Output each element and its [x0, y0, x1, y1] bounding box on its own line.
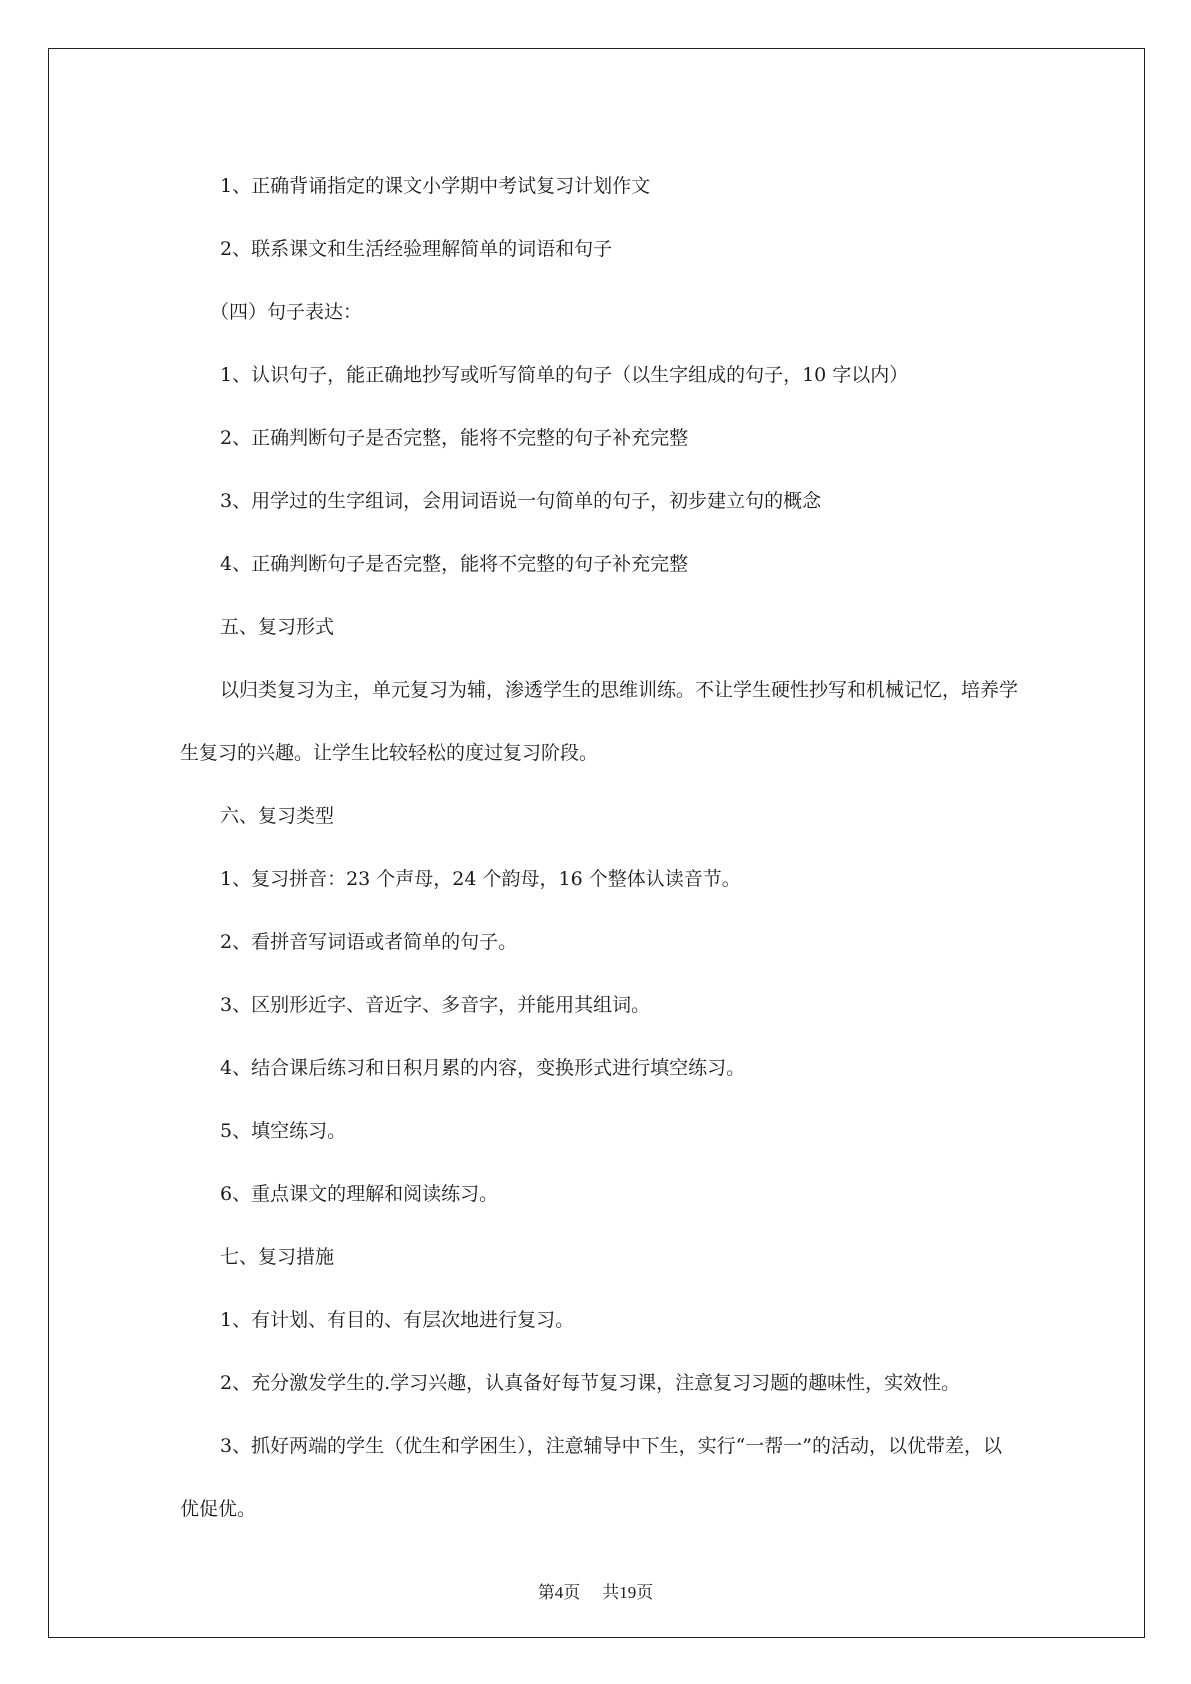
- document-body: [180, 155, 1020, 1541]
- text-line: 3、用学过的生字组词，会用词语说一句简单的句子，初步建立句的概念: [220, 490, 822, 512]
- text-line: 2、正确判断句子是否完整，能将不完整的句子补充完整: [220, 427, 689, 449]
- section-heading: （四）句子表达：: [210, 301, 363, 323]
- paragraph: 以归类复习为主，单元复习为辅，渗透学生的思维训练。不让学生硬性抄写和机械记忆，培养学生复习的兴趣。让学生比较轻松的度过复习阶段。: [180, 679, 1019, 764]
- text-line: 6、重点课文的理解和阅读练习。: [220, 1183, 499, 1205]
- text-line: 2、看拼音写词语或者简单的句子。: [220, 931, 518, 953]
- page-total: 共19页: [602, 1583, 654, 1602]
- section-heading: 五、复习形式: [220, 616, 335, 638]
- text-line: 2、充分激发学生的.学习兴趣，认真备好每节复习课，注意复习习题的趣味性，实效性。: [220, 1372, 961, 1394]
- text-line: 1、有计划、有目的、有层次地进行复习。: [220, 1309, 575, 1331]
- text-line: 3、区别形近字、音近字、多音字，并能用其组词。: [220, 994, 651, 1016]
- text-line: 5、填空练习。: [220, 1120, 347, 1142]
- page-footer: [0, 1578, 1191, 1603]
- text-line: 1、认识句子，能正确地抄写或听写简单的句子（以生字组成的句子，10 字以内）: [220, 364, 909, 386]
- section-heading: 六、复习类型: [220, 805, 335, 827]
- page-number: 第4页: [537, 1583, 581, 1602]
- text-line: 4、结合课后练习和日积月累的内容，变换形式进行填空练习。: [220, 1057, 746, 1079]
- text-line: 1、复习拼音：23 个声母，24 个韵母，16 个整体认读音节。: [220, 868, 741, 890]
- text-line: 2、联系课文和生活经验理解简单的词语和句子: [220, 238, 613, 260]
- text-line: 1、正确背诵指定的课文小学期中考试复习计划作文: [220, 175, 651, 197]
- text-line: 4、正确判断句子是否完整，能将不完整的句子补充完整: [220, 553, 689, 575]
- section-heading: 七、复习措施: [220, 1246, 335, 1268]
- paragraph: 3、抓好两端的学生（优生和学困生），注意辅导中下生，实行“一帮一”的活动，以优带差，以优促优。: [180, 1435, 1003, 1520]
